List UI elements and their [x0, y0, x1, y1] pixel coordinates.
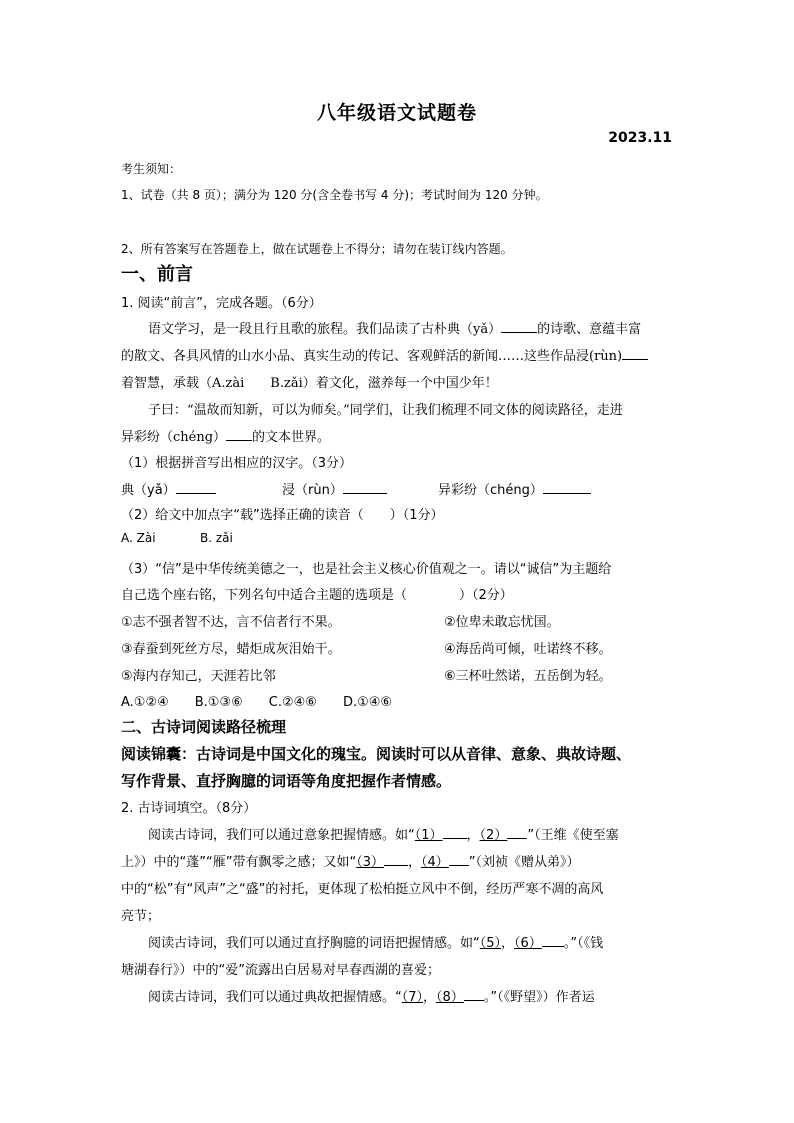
- poem-paragraph-1-line-4: 亮节；: [121, 909, 161, 924]
- question-2-stem: 2. 古诗词填空。（8分）: [121, 801, 257, 816]
- poem-paragraph-2-line-1: 阅读古诗词，我们可以通过直抒胸臆的词语把握情感。如“（5），（6） 。”（《钱: [148, 936, 604, 951]
- sub-question-2: （2）给文中加点字“载”选择正确的读音（ ）（1分）: [121, 508, 444, 523]
- option-a: A. Zài: [121, 531, 156, 545]
- answer-choices: A.①②④ B.①③⑥ C.②④⑥ D.①④⑥: [121, 695, 393, 710]
- motto-1: ①志不强者智不达，言不信者行不果。: [121, 615, 341, 630]
- poem-paragraph-3-line-1: 阅读古诗词，我们可以通过典故把握情感。“（7），（8） 。”（《野望》）作者运: [148, 990, 595, 1005]
- exam-date: 2023.11: [608, 130, 672, 146]
- blank-cheng: [226, 428, 252, 441]
- blank-1: （1）: [414, 828, 443, 843]
- motto-3: ③春蚕到死丝方尽，蜡炬成灰泪始干。: [121, 642, 341, 657]
- blank-2: （2）: [479, 828, 508, 843]
- passage-line-2: 的散文、各具风情的山水小品、真实生动的传记、客观鲜活的新闻……这些作品浸(rùn): [121, 345, 648, 364]
- fill-run: 浸（rùn）: [282, 479, 387, 498]
- motto-6: ⑥三杯吐然诺，五岳倒为轻。: [444, 669, 612, 684]
- section-1-heading: 一、前言: [121, 264, 193, 285]
- reading-tip-line-2: 写作背景、直抒胸臆的词语等角度把握作者情感。: [121, 772, 452, 790]
- fill-ya: 典（yǎ）: [121, 479, 216, 498]
- option-b: B. zǎi: [200, 531, 233, 545]
- reading-tip-line-1: 阅读锦囊：古诗词是中国文化的瑰宝。阅读时可以从音律、意象、典故诗题、: [121, 745, 632, 763]
- poem-paragraph-1-line-3: 中的“松”有“风声”之“盛”的衬托，更体现了松柏挺立风中不倒，经历严寒不凋的高风: [121, 882, 604, 897]
- sub-question-3-line-2: 自己选个座右铭，下列名句中适合主题的选项是（ ）（2分）: [121, 588, 513, 603]
- blank-7: （7）: [401, 990, 424, 1005]
- question-1-stem: 1. 阅读“前言”，完成各题。（6分）: [121, 296, 322, 311]
- blank-run: [622, 347, 648, 360]
- passage-line-3: 着智慧，承载（A.zài B.zǎi）着文化，滋养每一个中国少年！: [121, 376, 498, 391]
- poem-paragraph-1-line-1: 阅读古诗词，我们可以通过意象把握情感。如“（1） ，（2） ”（王维《使至塞: [148, 828, 619, 843]
- motto-2: ②位卑未敢忘忧国。: [444, 615, 560, 630]
- motto-5: ⑤海内存知己，天涯若比邻: [121, 669, 276, 684]
- passage-line-4: 子曰：“温故而知新，可以为师矣。”同学们，让我们梳理不同文体的阅读路径，走进: [148, 403, 623, 418]
- passage-line-1: 语文学习，是一段且行且歌的旅程。我们品读了古朴典（yǎ） 的诗歌、意蕴丰富: [148, 322, 642, 337]
- blank-6: （6）: [514, 936, 542, 951]
- motto-4: ④海岳尚可倾，吐诺终不移。: [444, 642, 612, 657]
- blank-3: （3）: [356, 855, 384, 870]
- blank-5: （5）: [479, 936, 502, 951]
- poem-paragraph-1-line-2: 上》）中的“蓬”“雁”带有飘零之感；又如“（3） ，（4） ”（刘祯《赠从弟》）: [121, 855, 580, 870]
- section-2-heading: 二、古诗词阅读路径梳理: [121, 718, 287, 736]
- poem-paragraph-2-line-2: 塘湖春行》）中的“爱”流露出白居易对早春西湖的喜爱；: [121, 963, 440, 978]
- blank-4: （4）: [420, 855, 449, 870]
- sub-question-1: （1）根据拼音写出相应的汉字。（3分）: [121, 456, 353, 471]
- blank-8: （8）: [436, 990, 464, 1005]
- page-title: 八年级语文试题卷: [316, 102, 477, 124]
- fill-cheng: 异彩纷（chéng）: [438, 479, 591, 498]
- notice-item-2: 2、所有答案写在答题卷上，做在试题卷上不得分；请勿在装订线内答题。: [121, 242, 513, 256]
- passage-line-5: 异彩纷（chéng） 的文本世界。: [121, 430, 331, 445]
- sub-question-3-line-1: （3）“信”是中华传统美德之一，也是社会主义核心价值观之一。请以“诚信”为主题给: [121, 562, 612, 577]
- blank-ya: [501, 320, 537, 333]
- notice-item-1: 1、试卷（共 8 页）；满分为 120 分(含全卷书写 4 分)；考试时间为 120 分钟。: [121, 188, 548, 202]
- notice-heading: 考生须知：: [121, 162, 182, 176]
